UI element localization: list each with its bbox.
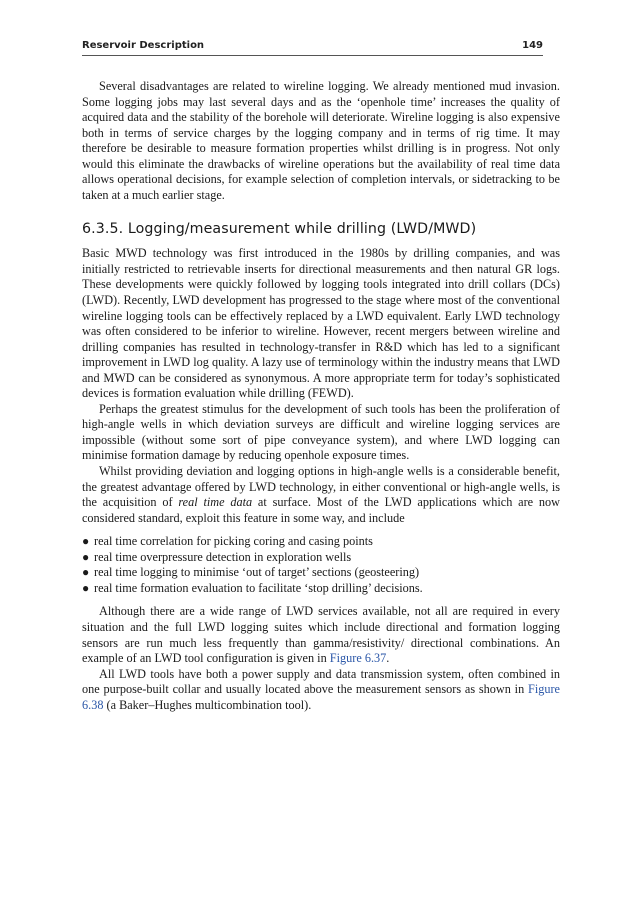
running-title: Reservoir Description [82,40,205,51]
list-item [82,581,560,597]
benefit-text-before: Whilst providing deviation and logging options in high-angle wells is a considerable benefit, the greatest advantage offered by LWD technology, in either conventional or high-angle wells, is the acquisition of [82,464,560,510]
list-item-text: real time logging to minimise ‘out of target’ sections (geosteering) [94,565,420,580]
paragraph-benefit [82,464,560,526]
paragraph-wireline-disadvantages: Several disadvantages are related to wireline logging. We already mentioned mud invasion. Some logging jobs may last several days and as the ‘openhole time’ increases the quality of acquired data and the stability of the borehole will deteriorate. Wireline logging is also expensive both in terms of service charges by the logging company and in terms of rig time. It may therefore be desirable to measure formation properties whilst drilling is in progress. Not only would this eliminate the drawbacks of wireline operations but the availability of real time data allows operational decisions, for example selection of completion intervals, or sidetracking to be taken at a much earlier stage. [82,79,560,202]
bullet-icon: ● [82,565,90,580]
paragraph-lwd-tools [82,667,560,714]
list-item [82,534,560,550]
services-text-before: Although there are a wide range of LWD services available, not all are required in every situation and the full LWD logging suites which include directional and formation logging sensors are run much less frequently than gamma/resistivity/ directional combinations. An example of an LWD tool configuration is given in [82,604,560,666]
tools-text-after: (a Baker–Hughes multicombination tool). [103,697,312,712]
header-rule [82,55,543,56]
list-item [82,565,560,581]
paragraph-lwd-services [82,604,560,666]
tools-text-before: All LWD tools have both a power supply and data transmission system, often combined in one purpose-built collar and usually located above the measurement sensors as shown in [82,666,560,697]
benefit-text-after: at surface. Most of the LWD applications which are now considered standard, exploit this feature in some way, and include [82,495,560,525]
list-item-text: real time formation evaluation to facilitate ‘stop drilling’ decisions. [94,580,423,595]
section-heading: 6.3.5. Logging/measurement while drilling (LWD/MWD) [82,221,477,238]
paragraph-stimulus: Perhaps the greatest stimulus for the development of such tools has been the proliferation of high-angle wells in which deviation surveys are difficult and wireline logging services are impossible (without some sort of pipe conveyance system), and where LWD logging can minimise formation damage by reducing openhole exposure times. [82,401,560,463]
applications-list [82,534,560,596]
figure-6-38-link[interactable]: Figure 6.38 [82,682,560,712]
page-number: 149 [522,40,543,51]
bullet-icon: ● [82,534,90,549]
list-item [82,550,560,566]
figure-6-37-link[interactable]: Figure 6.37 [329,651,387,666]
list-item-text: real time overpressure detection in exploration wells [94,549,352,564]
list-item-text: real time correlation for picking coring and casing points [94,534,373,549]
bullet-icon: ● [82,580,90,595]
benefit-emphasis: real time data [178,495,253,510]
services-text-after: . [386,651,390,666]
body-text [82,79,560,713]
bullet-icon: ● [82,549,90,564]
paragraph-mwd-history: Basic MWD technology was first introduced in the 1980s by drilling companies, and was initially restricted to retrievable inserts for directional measurements and then natural GR logs. These developments were quickly followed by logging tools integrated into drill collars (DCs) (LWD). Recently, LWD development has progressed to the stage where most of the conventional wireline logging tools can be effectively replaced by a LWD equivalent. Early LWD technology was often considered to be inferior to wireline. However, recent mergers between wireline and drilling companies has resulted in technology-transfer in R&D which has led to a significant improvement in LWD log quality. A lazy use of terminology within the industry means that LWD and MWD can be considered as synonymous. A more appropriate term for today’s sophisticated devices is formation evaluation while drilling (FEWD). [82,246,560,401]
